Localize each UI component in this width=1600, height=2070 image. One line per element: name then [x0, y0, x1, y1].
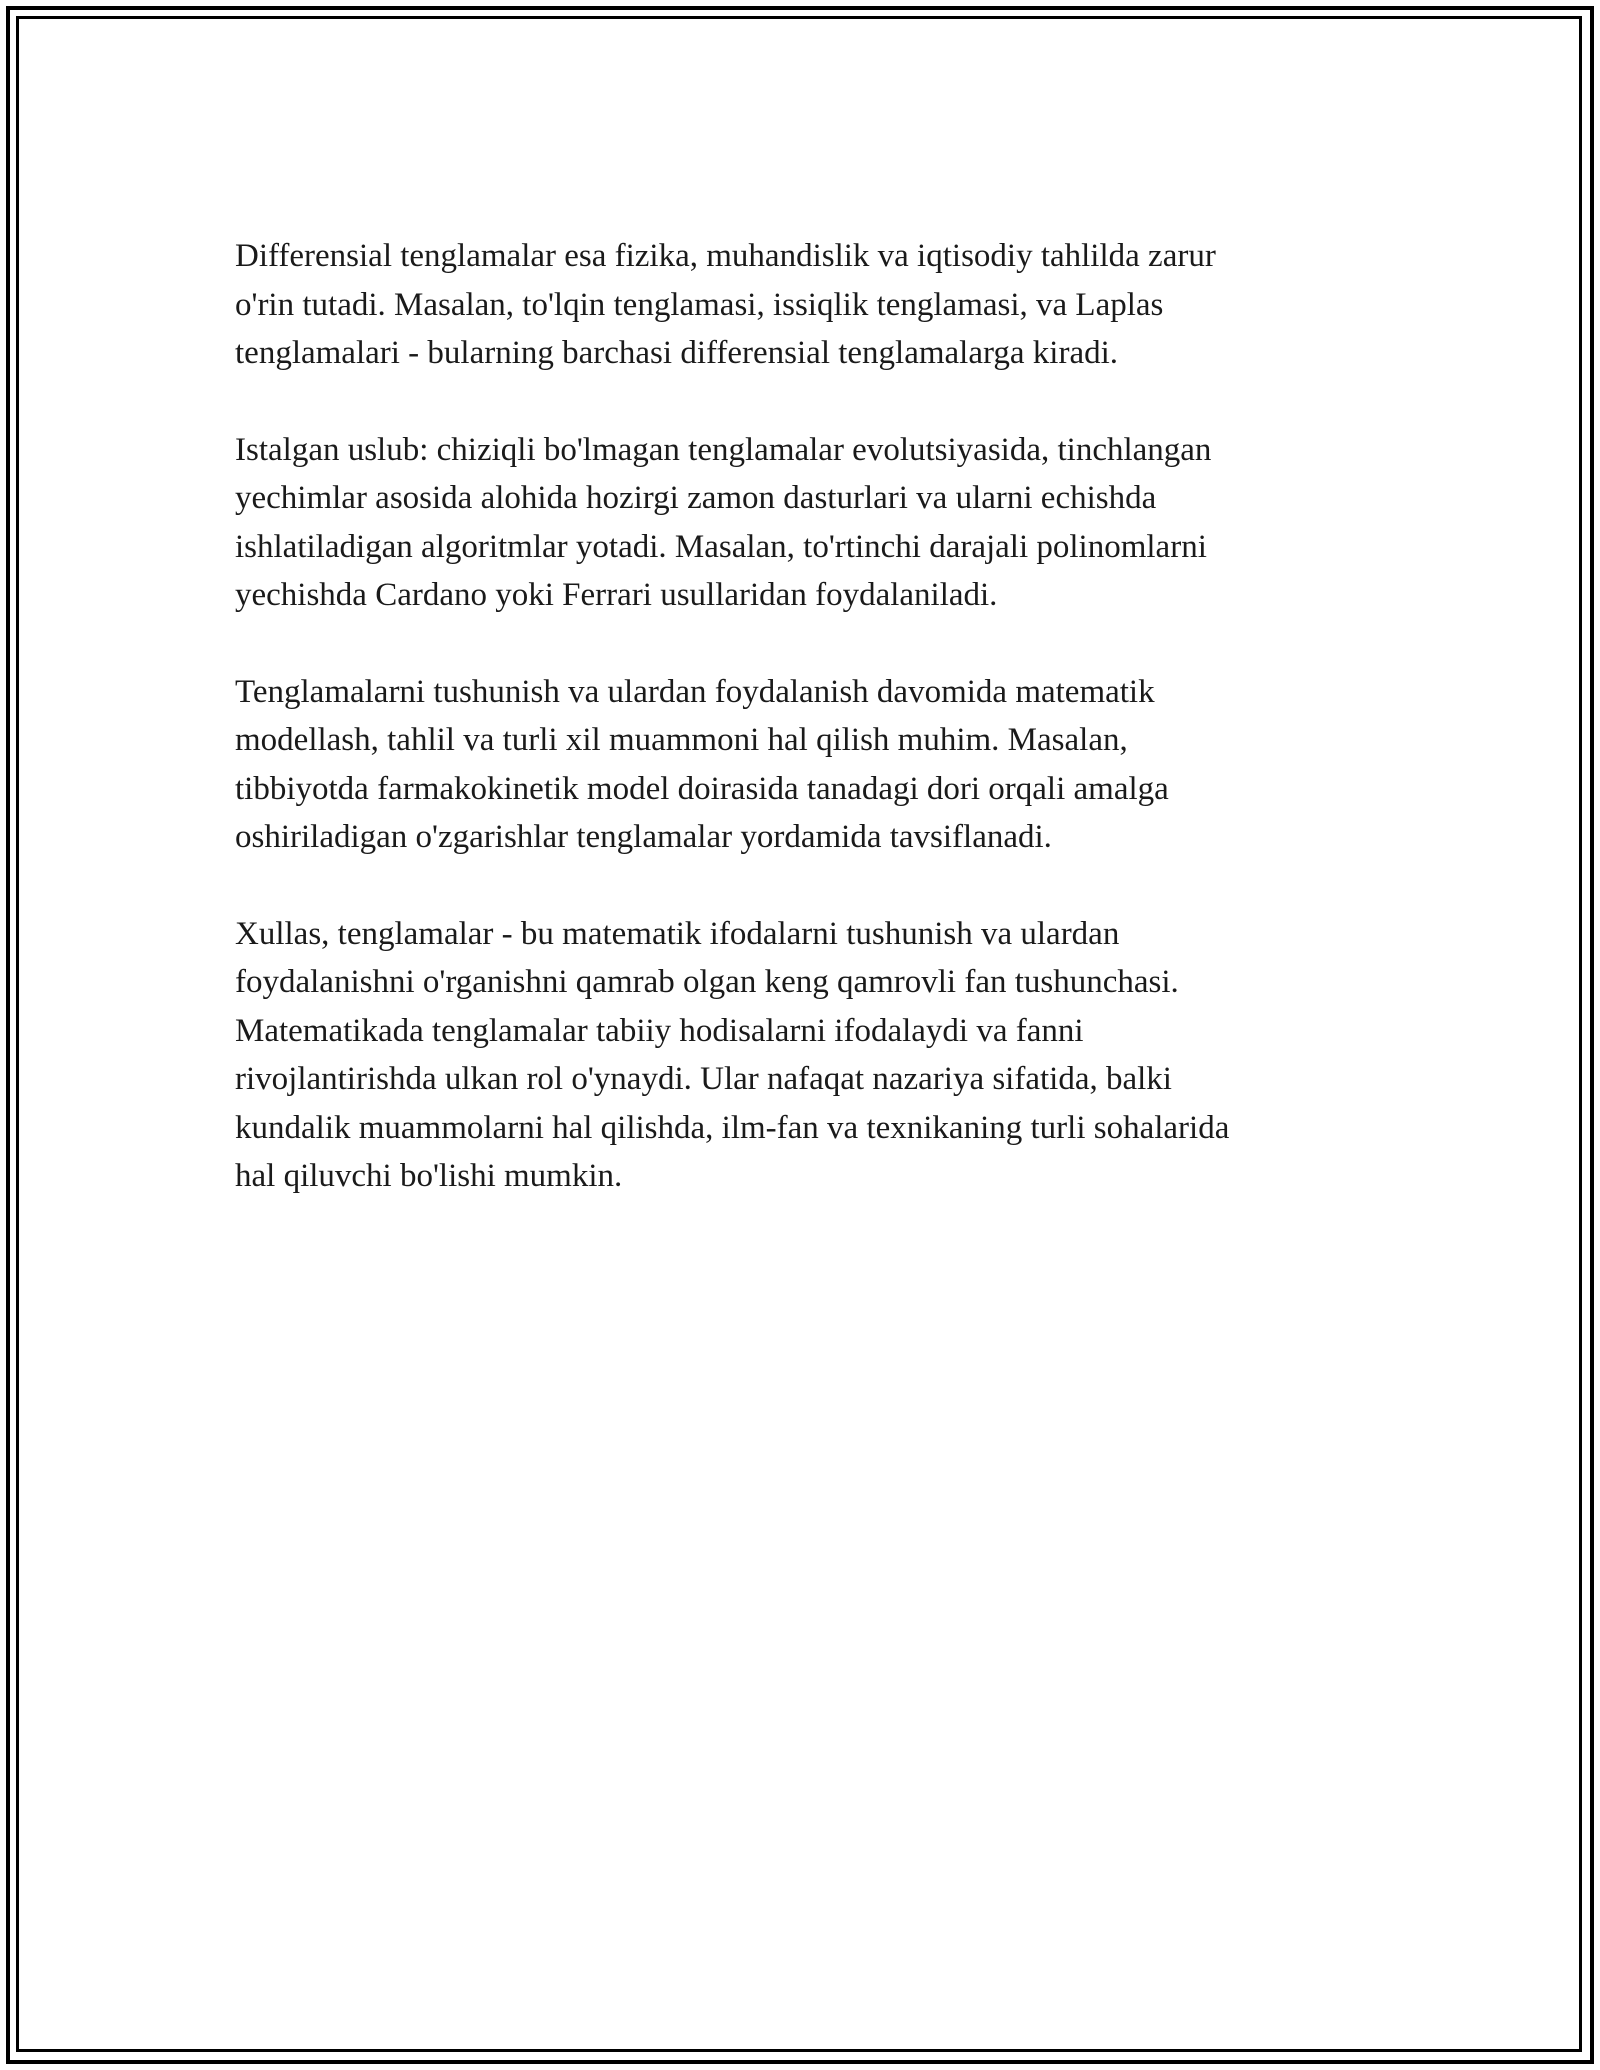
text-line: tenglamalari - bularning barchasi differensial tenglamalarga kiradi. — [235, 335, 1119, 371]
text-line: oshiriladigan o'zgarishlar tenglamalar yordamida tavsiflanadi. — [235, 819, 1052, 855]
text-line: foydalanishni o'rganishni qamrab olgan keng qamrovli fan tushunchasi. — [235, 964, 1179, 1000]
text-line: Xullas, tenglamalar - bu matematik ifodalarni tushunish va ulardan — [235, 915, 1120, 952]
text-line: hal qiluvchi bo'lishi mumkin. — [235, 1158, 623, 1194]
text-line: rivojlantirishda ulkan rol o'ynaydi. Ular nafaqat nazariya sifatida, balki — [235, 1061, 1172, 1097]
text-line: Matematikada tenglamalar tabiiy hodisalarni ifodalaydi va fanni — [235, 1012, 1084, 1049]
text-line: kundalik muammolarni hal qilishda, ilm-fan va texnikaning turli sohalarida — [235, 1109, 1230, 1146]
paragraph-3 — [235, 668, 1355, 862]
text-line: Tenglamalarni tushunish va ulardan foydalanish davomida matematik — [235, 673, 1155, 710]
text-line: tibbiyotda farmakokinetik model doirasida tanadagi dori orqali amalga — [235, 770, 1169, 807]
text-line: Differensial tenglamalar esa fizika, muhandislik va iqtisodiy tahlilda zarur — [235, 238, 1216, 274]
paragraph-2 — [235, 426, 1355, 620]
text-line: ishlatiladigan algoritmlar yotadi. Masalan, to'rtinchi darajali polinomlarni — [235, 528, 1207, 565]
text-line: o'rin tutadi. Masalan, to'lqin tenglamasi, issiqlik tenglamasi, va Laplas — [235, 286, 1164, 323]
text-line: yechishda Cardano yoki Ferrari usullaridan foydalaniladi. — [235, 577, 998, 613]
document-body — [235, 232, 1355, 1249]
paragraph-4 — [235, 910, 1355, 1201]
text-line: modellash, tahlil va turli xil muammoni hal qilish muhim. Masalan, — [235, 722, 1128, 758]
paragraph-1 — [235, 232, 1355, 378]
text-line: Istalgan uslub: chiziqli bo'lmagan tenglamalar evolutsiyasida, tinchlangan — [235, 431, 1212, 468]
text-line: yechimlar asosida alohida hozirgi zamon dasturlari va ularni echishda — [235, 480, 1157, 516]
